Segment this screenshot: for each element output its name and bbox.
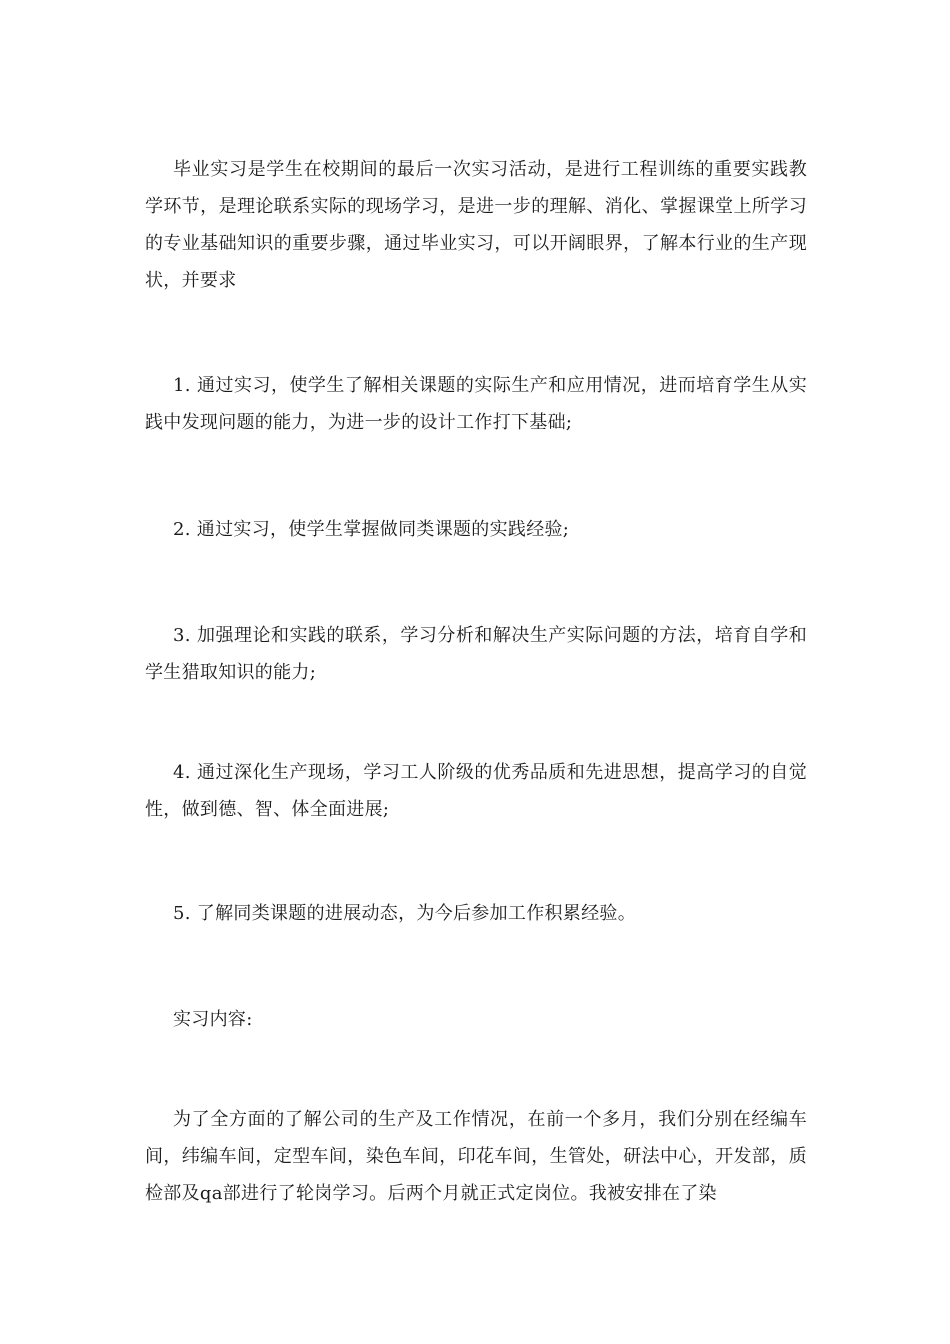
requirement-item-4: 4. 通过深化生产现场，学习工人阶级的优秀品质和先进思想，提高学习的自觉性，做到德、智、体全面进展; — [145, 762, 807, 820]
requirement-item-5: 5. 了解同类课题的进展动态，为今后参加工作积累经验。 — [173, 903, 636, 924]
requirement-item-1: 1. 通过实习，使学生了解相关课题的实际生产和应用情况，进而培育学生从实践中发现问题的能力，为进一步的设计工作打下基础; — [145, 375, 807, 433]
requirement-item-3: 3. 加强理论和实践的联系，学习分析和解决生产实际问题的方法，培育自学和学生猎取知识的能力; — [145, 625, 807, 683]
requirement-item-2: 2. 通过实习，使学生掌握做同类课题的实践经验; — [173, 519, 570, 540]
section-heading-internship-content: 实习内容: — [173, 1009, 253, 1030]
content-paragraph: 为了全方面的了解公司的生产及工作情况，在前一个多月，我们分别在经编车间，纬编车间，定型车间，染色车间，印花车间，生管处，研法中心，开发部，质检部及qa部进行了轮岗学习。后两个月就正式定岗位。我被安排在了染 — [145, 1109, 807, 1204]
intro-paragraph: 毕业实习是学生在校期间的最后一次实习活动，是进行工程训练的重要实践教学环节，是理论联系实际的现场学习，是进一步的理解、消化、掌握课堂上所学习的专业基础知识的重要步骤，通过毕业实习，可以开阔眼界，了解本行业的生产现状，并要求 — [145, 159, 807, 291]
